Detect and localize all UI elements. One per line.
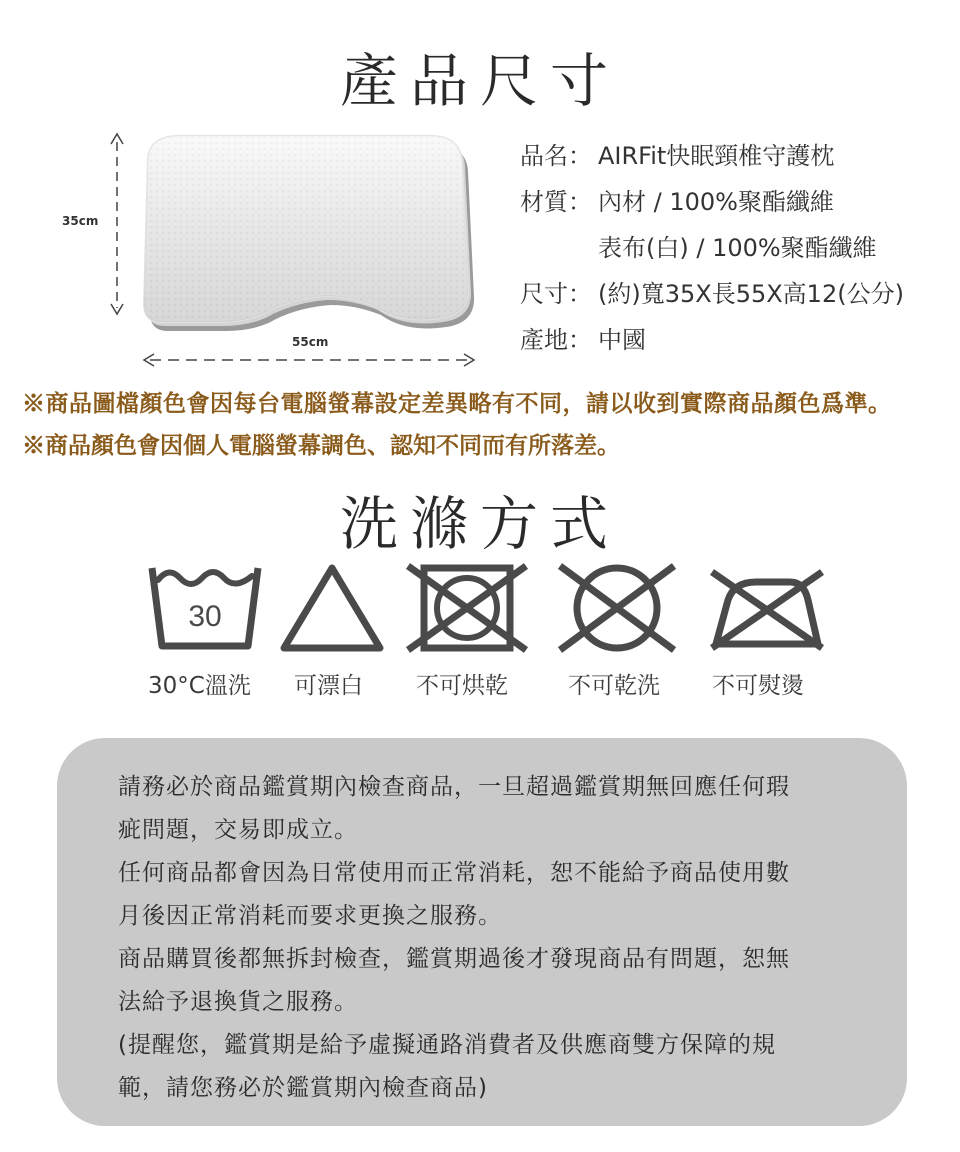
- spec-size-value: (約)寬35X長55X高12(公分): [598, 280, 904, 308]
- spec-origin: [520, 320, 646, 355]
- disclaimer-line: (提醒您，鑑賞期是給予虛擬通路消費者及供應商雙方保障的規: [118, 1032, 776, 1058]
- disclaimer-line: 範，請您務必於鑑賞期內檢查商品): [118, 1075, 488, 1101]
- spec-origin-value: 中國: [598, 326, 646, 354]
- size-section-title: 產品尺寸: [339, 47, 620, 115]
- spec-material: [520, 182, 834, 217]
- pillow-illustration: [100, 128, 480, 373]
- bleach-triangle-icon: [278, 560, 386, 656]
- wash-30-icon: [148, 560, 262, 652]
- color-note-2: ※商品顏色會因個人電腦螢幕調色、認知不同而有所落差。: [22, 432, 620, 459]
- spec-product-name: [520, 136, 834, 171]
- disclaimer-line: 月後因正常消耗而要求更換之服務。: [118, 903, 502, 929]
- dimension-width-label: 55cm: [292, 335, 329, 349]
- disclaimer-line: 請務必於商品鑑賞期內檢查商品，一旦超過鑑賞期無回應任何瑕: [118, 774, 790, 800]
- spec-name-value: AIRFit快眠頸椎守護枕: [598, 142, 835, 170]
- spec-material-label: 材質：: [520, 188, 592, 216]
- spec-material-value-1: 內材 / 100%聚酯纖維: [598, 188, 834, 216]
- care-label-no-tumble-dry: 不可烘乾: [416, 673, 508, 699]
- dimension-height-label: 35cm: [62, 214, 99, 228]
- spec-name-label: 品名：: [520, 142, 592, 170]
- care-label-no-dry-clean: 不可乾洗: [568, 673, 660, 699]
- care-label-no-iron: 不可熨燙: [712, 673, 804, 699]
- spec-origin-label: 產地：: [520, 326, 592, 354]
- disclaimer-line: 任何商品都會因為日常使用而正常消耗，恕不能給予商品使用數: [118, 860, 790, 886]
- disclaimer-line: 疵問題，交易即成立。: [118, 817, 358, 843]
- spec-material-value-2: 表布(白) / 100%聚酯纖維: [598, 234, 877, 262]
- color-note-1: ※商品圖檔顏色會因每台電腦螢幕設定差異略有不同，請以收到實際商品顏色爲準。: [22, 390, 892, 417]
- care-label-bleach: 可漂白: [294, 673, 363, 699]
- wash-temp-text: 30: [188, 600, 222, 633]
- no-dry-clean-icon: [554, 560, 680, 656]
- disclaimer-line: 法給予退換貨之服務。: [118, 989, 358, 1015]
- care-label-wash: 30°C溫洗: [148, 673, 251, 699]
- spec-size-label: 尺寸：: [520, 280, 592, 308]
- disclaimer-line: 商品購買後都無拆封檢查，鑑賞期過後才發現商品有問題，恕無: [118, 946, 790, 972]
- care-section-title: 洗滌方式: [339, 490, 620, 558]
- spec-size: [520, 274, 904, 309]
- no-iron-icon: [704, 560, 830, 656]
- no-tumble-dry-icon: [404, 560, 530, 656]
